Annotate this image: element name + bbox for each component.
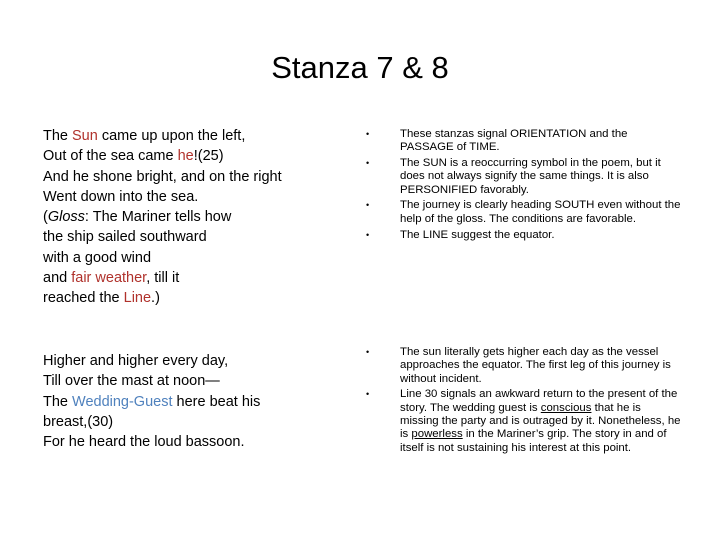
note-item: • The SUN is a reoccurring symbol in the poem, but it does not always signify the same things. It is also PERSONIFIED favorably. bbox=[366, 157, 661, 196]
stanza-line: The Sun came up upon the left, bbox=[43, 128, 246, 144]
highlight-line: Line bbox=[123, 290, 152, 307]
stanza-line: with a good wind bbox=[43, 249, 152, 266]
gloss-label: Gloss bbox=[47, 209, 85, 226]
stanza-line: Out of the sea came he!(25) bbox=[43, 148, 224, 165]
stanza-line: The Wedding-Guest here beat his bbox=[43, 393, 261, 410]
stanza-line: and fair weather, till it bbox=[43, 270, 180, 287]
bullet-icon: • bbox=[366, 229, 370, 240]
stanza-line: Till over the mast at noon— bbox=[43, 373, 220, 390]
stanza-7-notes bbox=[366, 128, 682, 244]
bullet-icon: • bbox=[366, 347, 370, 357]
bullet-icon: • bbox=[366, 200, 370, 211]
note-item: • These stanzas signal ORIENTATION and the PASSAGE of TIME. bbox=[366, 128, 628, 154]
underlined-powerless: powerless bbox=[411, 428, 463, 441]
bullet-icon: • bbox=[366, 389, 370, 400]
underlined-conscious: conscious bbox=[540, 401, 592, 414]
stanza-line: (Gloss: The Mariner tells how bbox=[43, 209, 232, 226]
stanza-line: For he heard the loud bassoon. bbox=[43, 434, 245, 451]
stanza-line: Higher and higher every day, bbox=[43, 353, 229, 369]
stanza-8-notes bbox=[366, 346, 682, 457]
note-item: • The journey is clearly heading SOUTH even without the help of the gloss. The conditions are favorable. bbox=[366, 199, 681, 225]
stanza-line: breast,(30) bbox=[43, 413, 114, 430]
stanza-line: reached the Line.) bbox=[43, 290, 160, 307]
note-item: • The sun literally gets higher each day as the vessel approaches the equator. The first leg of this journey is without incident. bbox=[366, 346, 671, 385]
stanza-7-text bbox=[43, 126, 333, 309]
highlight-he: he bbox=[177, 148, 194, 165]
slide-title: Stanza 7 & 8 bbox=[271, 50, 449, 85]
stanza-line: the ship sailed southward bbox=[43, 229, 207, 246]
highlight-sun: Sun bbox=[72, 128, 98, 144]
stanza-8-text bbox=[43, 351, 333, 452]
note-item: • Line 30 signals an awkward return to the present of the story. The wedding guest is conscious that he is missing the party and is outraged by it. Nonetheless, he is powerless in the Mariner’s grip. The story in and of itself is not sustaining his interest at this point. bbox=[366, 388, 681, 454]
stanza-line: Went down into the sea. bbox=[43, 188, 199, 205]
bullet-icon: • bbox=[366, 158, 370, 169]
highlight-fair-weather: fair weather bbox=[71, 270, 147, 287]
bullet-icon: • bbox=[366, 129, 370, 139]
highlight-wedding-guest: Wedding-Guest bbox=[72, 393, 173, 410]
note-item: • The LINE suggest the equator. bbox=[366, 228, 555, 241]
stanza-line: And he shone bright, and on the right bbox=[43, 168, 282, 185]
